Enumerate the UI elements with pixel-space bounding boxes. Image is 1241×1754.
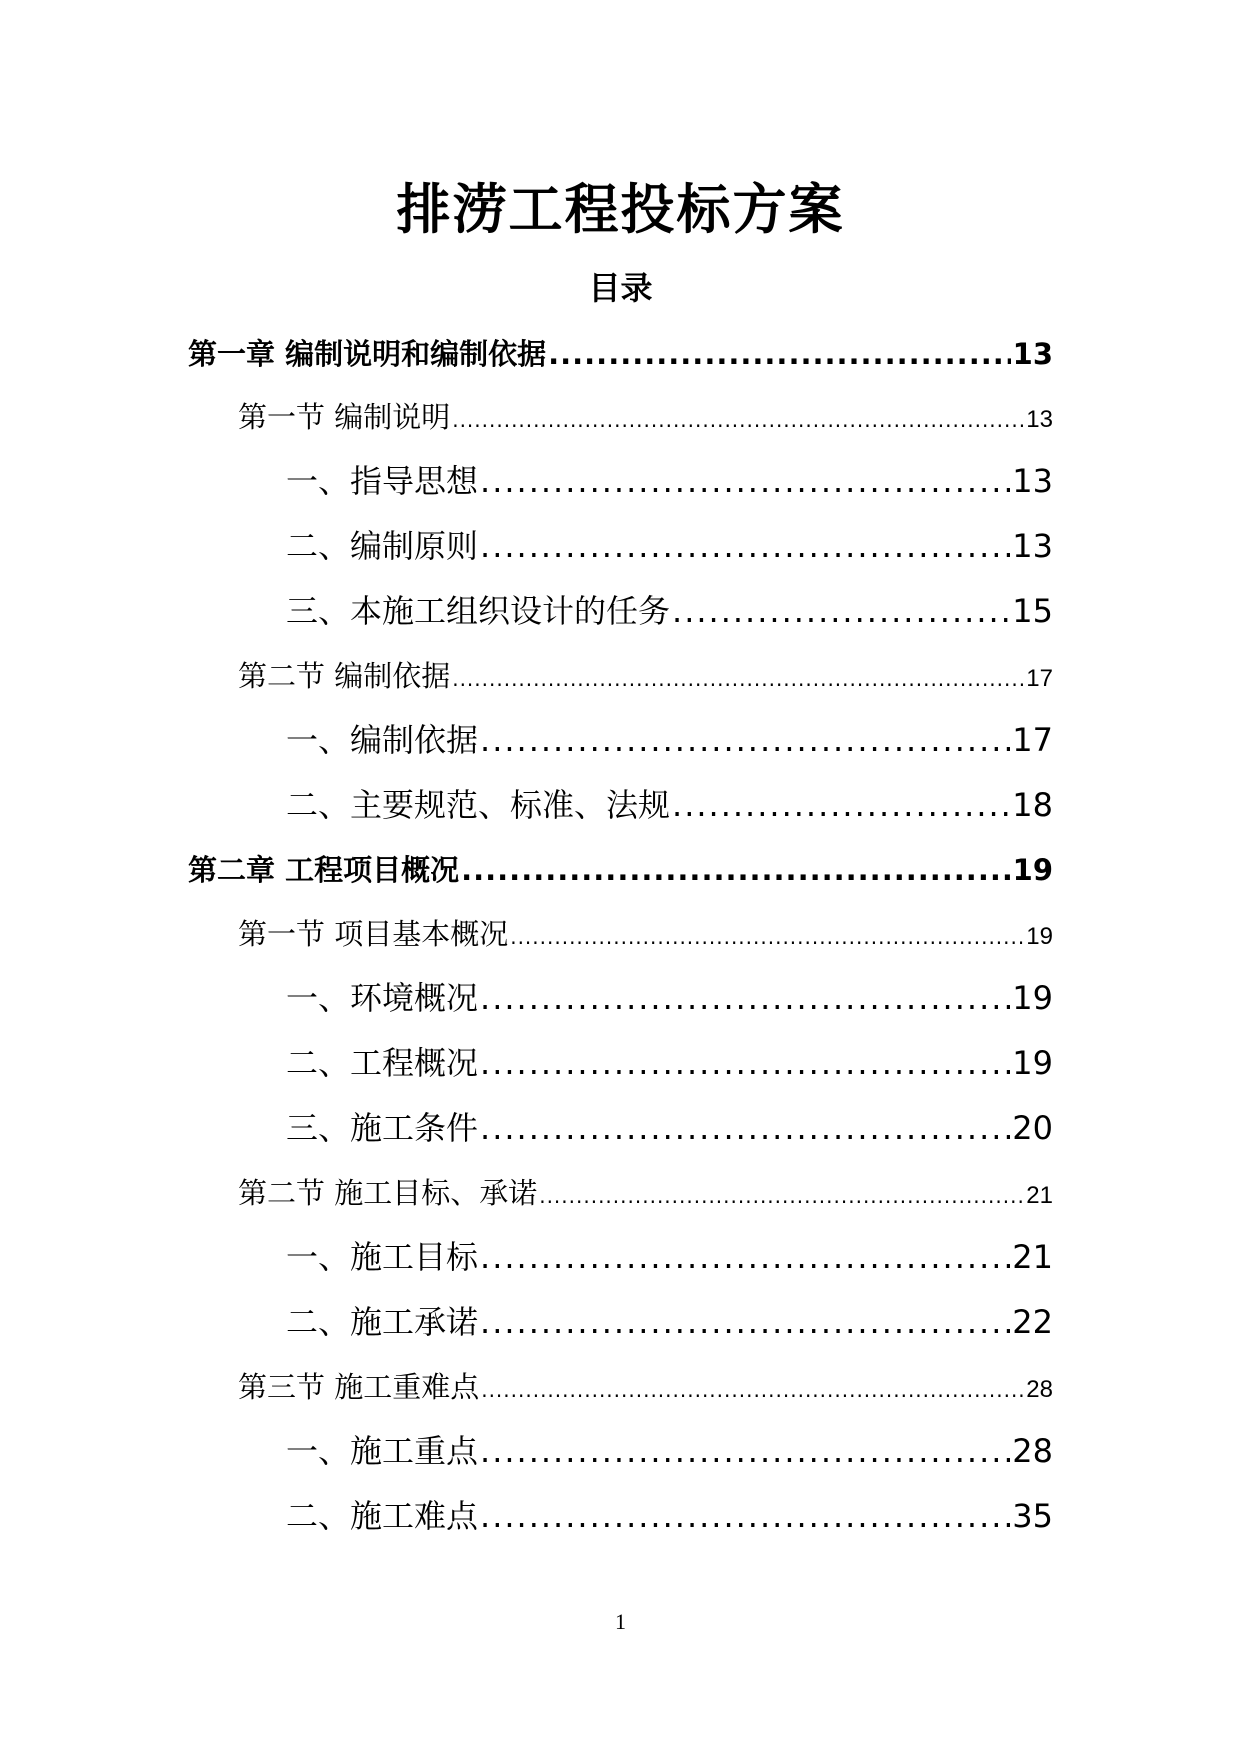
- toc-dot-leader: [672, 590, 1010, 632]
- toc-dot-leader: [480, 525, 1010, 567]
- toc-entry-label: 二、编制原则: [286, 527, 479, 565]
- toc-entry-page: 19: [1012, 1044, 1053, 1082]
- toc-entry-label: 一、环境概况: [286, 979, 479, 1017]
- toc-dot-leader: [480, 1236, 1010, 1278]
- toc-dot-leader: [452, 400, 1024, 440]
- toc-heading: 目录: [588, 269, 653, 307]
- toc-entry-label: 二、工程概况: [286, 1044, 479, 1082]
- toc-dot-leader: [480, 1301, 1010, 1343]
- toc-entry-page: 18: [1012, 786, 1053, 824]
- toc-item-entry[interactable]: [286, 719, 1053, 761]
- toc-entry-page: 17: [1026, 665, 1053, 692]
- toc-dot-leader: [461, 850, 1011, 890]
- toc-entry-label: 第一节 编制说明: [238, 400, 451, 434]
- toc-entry-label: 第三节 施工重难点: [238, 1370, 480, 1404]
- toc-dot-leader: [672, 784, 1010, 826]
- toc-entry-label: 二、施工难点: [286, 1497, 479, 1535]
- toc-entry-label: 一、施工重点: [286, 1432, 479, 1470]
- toc-dot-leader: [480, 1107, 1010, 1149]
- toc-entry-page: 15: [1012, 592, 1053, 630]
- toc-dot-leader: [452, 659, 1024, 699]
- toc-entry-page: 19: [1012, 979, 1053, 1017]
- toc-dot-leader: [539, 1176, 1024, 1216]
- toc-chapter-entry[interactable]: [188, 334, 1053, 374]
- toc-section-entry[interactable]: [238, 1173, 1053, 1216]
- toc-dot-leader: [480, 977, 1010, 1019]
- toc-dot-leader: [480, 460, 1010, 502]
- toc-item-entry[interactable]: [286, 590, 1053, 632]
- toc-entry-label: 二、施工承诺: [286, 1303, 479, 1341]
- toc-entry-label: 二、主要规范、标准、法规: [286, 786, 671, 824]
- toc-item-entry[interactable]: [286, 1236, 1053, 1278]
- toc-entry-label: 一、指导思想: [286, 462, 479, 500]
- toc-dot-leader: [480, 1042, 1010, 1084]
- toc-dot-leader: [480, 719, 1010, 761]
- toc-entry-page: 35: [1012, 1497, 1053, 1535]
- toc-entry-page: 17: [1012, 721, 1053, 759]
- toc-item-entry[interactable]: [286, 1495, 1053, 1537]
- toc-entry-label: 一、编制依据: [286, 721, 479, 759]
- toc-entry-label: 第一章 编制说明和编制依据: [188, 337, 547, 371]
- toc-entry-page: 13: [1012, 462, 1053, 500]
- toc-dot-leader: [480, 1430, 1010, 1472]
- toc-entry-page: 20: [1012, 1109, 1053, 1147]
- toc-entry-label: 三、本施工组织设计的任务: [286, 592, 671, 630]
- toc-item-entry[interactable]: [286, 1301, 1053, 1343]
- toc-item-entry[interactable]: [286, 977, 1053, 1019]
- toc-entry-page: 13: [1012, 527, 1053, 565]
- toc-entry-label: 第一节 项目基本概况: [238, 917, 509, 951]
- toc-item-entry[interactable]: [286, 1107, 1053, 1149]
- toc-chapter-entry[interactable]: [188, 850, 1053, 890]
- toc-entry-page: 13: [1012, 337, 1053, 371]
- toc-entry-page: 21: [1026, 1182, 1053, 1209]
- toc-dot-leader: [481, 1370, 1024, 1410]
- toc-entry-label: 一、施工目标: [286, 1238, 479, 1276]
- toc-section-entry[interactable]: [238, 656, 1053, 699]
- toc-dot-leader: [480, 1495, 1010, 1537]
- toc-entry-page: 19: [1012, 853, 1053, 887]
- toc-section-entry[interactable]: [238, 397, 1053, 440]
- toc-section-entry[interactable]: [238, 914, 1053, 957]
- toc-entry-page: 13: [1026, 406, 1053, 433]
- page-number: 1: [615, 1609, 626, 1634]
- toc-dot-leader: [548, 334, 1011, 374]
- toc-entry-label: 第二节 编制依据: [238, 659, 451, 693]
- toc-item-entry[interactable]: [286, 1430, 1053, 1472]
- toc-entry-page: 28: [1012, 1432, 1053, 1470]
- toc-entry-page: 21: [1012, 1238, 1053, 1276]
- toc-entry-page: 22: [1012, 1303, 1053, 1341]
- toc-item-entry[interactable]: [286, 525, 1053, 567]
- toc-item-entry[interactable]: [286, 460, 1053, 502]
- toc-item-entry[interactable]: [286, 784, 1053, 826]
- toc-dot-leader: [510, 917, 1024, 957]
- toc-entry-label: 三、施工条件: [286, 1109, 479, 1147]
- toc-item-entry[interactable]: [286, 1042, 1053, 1084]
- toc-entry-page: 28: [1026, 1376, 1053, 1403]
- toc-entry-label: 第二章 工程项目概况: [188, 853, 460, 887]
- document-title: 排涝工程投标方案: [396, 178, 845, 241]
- toc-entry-page: 19: [1026, 923, 1053, 950]
- toc-entry-label: 第二节 施工目标、承诺: [238, 1176, 538, 1210]
- toc-section-entry[interactable]: [238, 1367, 1053, 1410]
